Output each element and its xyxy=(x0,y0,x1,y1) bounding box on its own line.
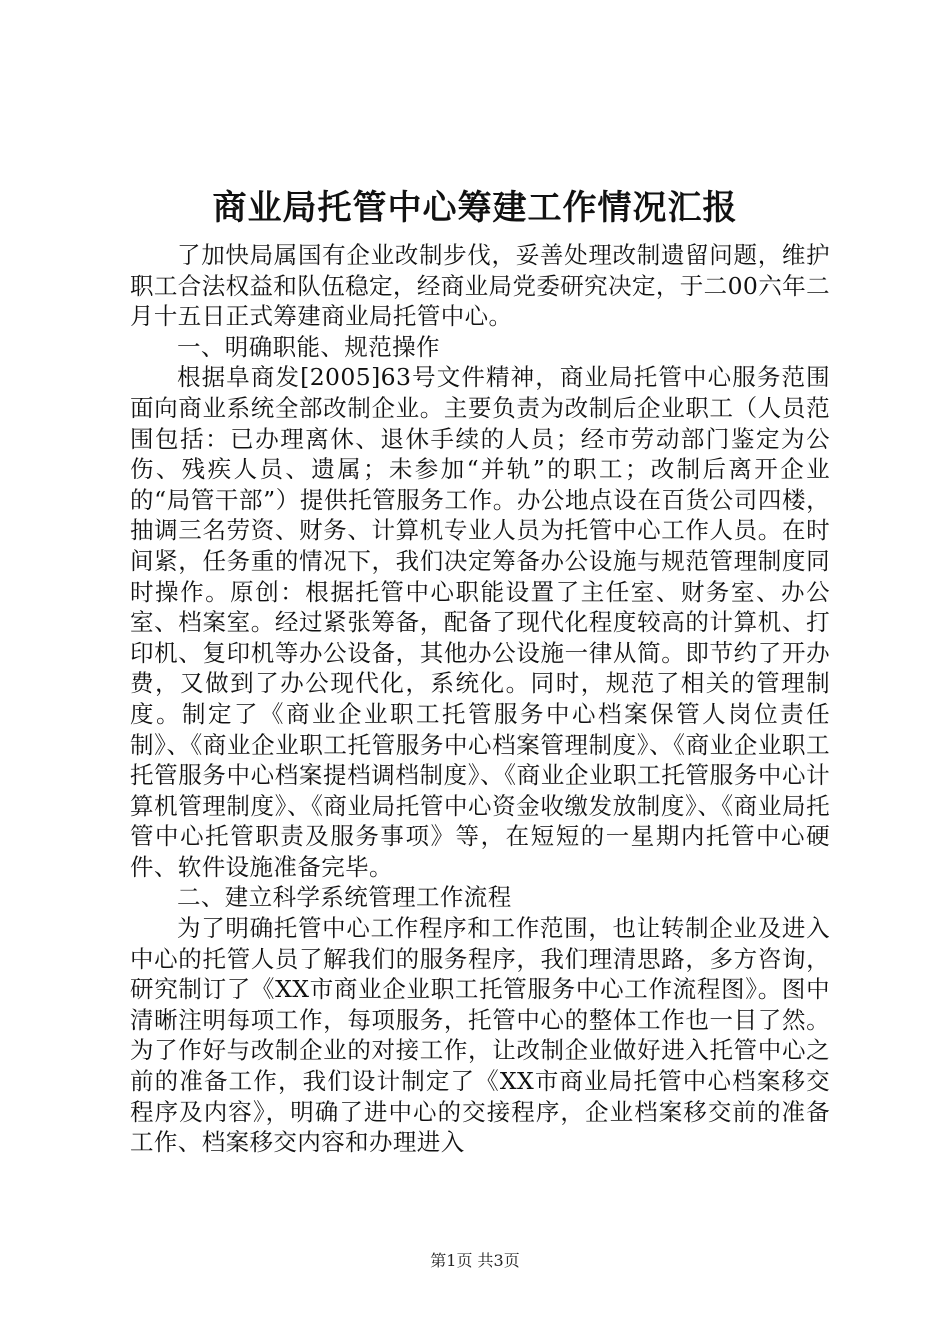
section-1-paragraph: 根据阜商发[2005]63号文件精神，商业局托管中心服务范围面向商业系统全部改制企业。主要负责为改制后企业职工（人员范围包括：已办理离休、退休手续的人员；经市劳动部门鉴定为公伤、残疾人员、遗属；未参加“并轨”的职工；改制后离开企业的“局管干部”）提供托管服务工作。办公地点设在百货公司四楼，抽调三名劳资、财务、计算机专业人员为托管中心工作人员。在时间紧，任务重的情况下，我们决定筹备办公设施与规范管理制度同时操作。原创：根据托管中心职能设置了主任室、财务室、办公室、档案室。经过紧张筹备，配备了现代化程度较高的计算机、打印机、复印机等办公设备，其他办公设施一律从简。即节约了开办费，又做到了办公现代化，系统化。同时，规范了相关的管理制度。制定了《商业企业职工托管服务中心档案保管人岗位责任制》、《商业企业职工托管服务中心档案管理制度》、《商业企业职工托管服务中心档案提档调档制度》、《商业企业职工托管服务中心计算机管理制度》、《商业局托管中心资金收缴发放制度》、《商业局托管中心托管职责及服务事项》等，在短短的一星期内托管中心硬件、软件设施准备完毕。 xyxy=(130,363,830,881)
section-heading-1: 一、明确职能、规范操作 xyxy=(177,332,440,361)
section-heading-2: 二、建立科学系统管理工作流程 xyxy=(177,883,512,912)
page-number-footer: 第1页 共3页 xyxy=(430,1251,520,1270)
intro-paragraph: 了加快局属国有企业改制步伐，妥善处理改制遗留问题，维护职工合法权益和队伍稳定，经商业局党委研究决定，于二00六年二月十五日正式筹建商业局托管中心。 xyxy=(130,241,830,331)
section-2-paragraph: 为了明确托管中心工作程序和工作范围，也让转制企业及进入中心的托管人员了解我们的服务程序，我们理清思路，多方咨询，研究制订了《XX市商业企业职工托管服务中心工作流程图》。图中清晰注明每项工作，每项服务，托管中心的整体工作也一目了然。为了作好与改制企业的对接工作，让改制企业做好进入托管中心之前的准备工作，我们设计制定了《XX市商业局托管中心档案移交程序及内容》，明确了进中心的交接程序，企业档案移交前的准备工作、档案移交内容和办理进入 xyxy=(130,914,830,1157)
document-body xyxy=(130,240,830,1158)
document-title: 商业局托管中心筹建工作情况汇报 xyxy=(212,188,738,228)
